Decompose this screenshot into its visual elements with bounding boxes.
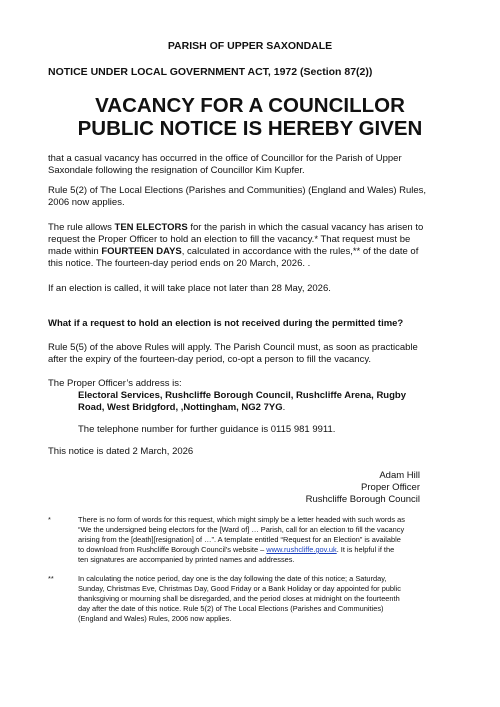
fourteen-days: FOURTEEN DAYS	[101, 246, 182, 257]
footnote1-line2: “We the undersigned being electors for the [Ward of] … Parish, call for an election to fill the vacancy	[78, 525, 405, 534]
footnote1-text: . It is helpful if the	[336, 545, 395, 554]
signature-name: Adam Hill	[379, 470, 420, 481]
footnote1-line5: ten signatures are accompanied by printed names and addresses.	[78, 555, 295, 564]
footnote1-text: to download from Rushcliffe Borough Council’s website –	[78, 545, 267, 554]
footnote1-line1: There is no form of words for this request, which might simply be a letter headed with such words as	[78, 515, 405, 524]
address-intro: The Proper Officer’s address is:	[48, 378, 182, 389]
para2-line2: 2006 now applies.	[48, 197, 125, 208]
footnote2-line2: Sunday, Christmas Eve, Christmas Day, Good Friday or a Bank Holiday or day appointed for public	[78, 584, 402, 593]
footnote2-marker: **	[48, 574, 54, 583]
para3-line4: this notice. The fourteen-day period ends on 20 March, 2026. .	[48, 258, 311, 269]
question-heading: What if a request to hold an election is not received during the permitted time?	[48, 318, 404, 329]
address-line2	[78, 402, 285, 413]
footnote1-line3: arising from the [death][resignation] of …”. A template entitled “Request for an Election” is available	[78, 535, 401, 544]
para5-line2: after the expiry of the fourteen-day period, co-opt a person to fill the vacancy.	[48, 354, 372, 365]
dated-line: This notice is dated 2 March, 2026	[48, 446, 194, 457]
notice-heading: NOTICE UNDER LOCAL GOVERNMENT ACT, 1972 (Section 87(2))	[48, 66, 373, 78]
footnote1-line4	[78, 545, 394, 555]
para2-line1: Rule 5(2) of The Local Elections (Parishes and Communities) (England and Wales) Rules,	[48, 185, 427, 196]
signature-council: Rushcliffe Borough Council	[305, 494, 420, 505]
signature-role: Proper Officer	[361, 482, 420, 493]
footnote2-line1: In calculating the notice period, day one is the day following the date of this notice; a Saturday,	[78, 574, 387, 583]
title-line-1: VACANCY FOR A COUNCILLOR	[95, 94, 405, 117]
para1-line2: Saxondale following the resignation of Councillor Kim Kupfer.	[48, 165, 305, 176]
para1-line1: that a casual vacancy has occurred in the office of Councillor for the Parish of Upper	[48, 153, 402, 164]
parish-heading: PARISH OF UPPER SAXONDALE	[167, 40, 333, 52]
footnote2-line5: (England and Wales) Rules, 2006 now applies.	[78, 614, 232, 623]
ten-electors: TEN ELECTORS	[114, 222, 188, 233]
footnote1-marker: *	[48, 515, 51, 524]
para3-text: The rule allows	[48, 222, 115, 233]
para3-text: for the parish in which the casual vacancy has arisen to	[187, 222, 424, 233]
council-website-link[interactable]: www.rushcliffe.gov.uk	[266, 545, 337, 554]
para3-text: , calculated in accordance with the rules,** of the date of	[181, 246, 419, 257]
para3-line2: request the Proper Officer to hold an election to fill the vacancy.* That request must be	[48, 234, 411, 245]
para4: If an election is called, it will take place not later than 28 May, 2026.	[48, 283, 331, 294]
address-text: Road, West Bridgford, ,Nottingham, NG2 7YG	[78, 402, 283, 413]
address-period: .	[282, 402, 286, 413]
footnote2-line3: thanksgiving or mourning shall be disregarded, and the period closes at midnight on the fourteenth	[78, 594, 400, 603]
phone-line: The telephone number for further guidance is 0115 981 9911.	[78, 424, 336, 435]
para3-line1	[48, 222, 423, 233]
title-line-2: PUBLIC NOTICE IS HEREBY GIVEN	[77, 117, 423, 140]
address-line1: Electoral Services, Rushcliffe Borough Council, Rushcliffe Arena, Rugby	[78, 390, 406, 401]
footnote2-line4: day after the date of this notice. Rule 5(2) of The Local Elections (Parishes and Communities)	[78, 604, 384, 613]
para3-line3	[48, 246, 418, 257]
para3-text: made within	[48, 246, 102, 257]
para5-line1: Rule 5(5) of the above Rules will apply. The Parish Council must, as soon as practicable	[48, 342, 418, 353]
